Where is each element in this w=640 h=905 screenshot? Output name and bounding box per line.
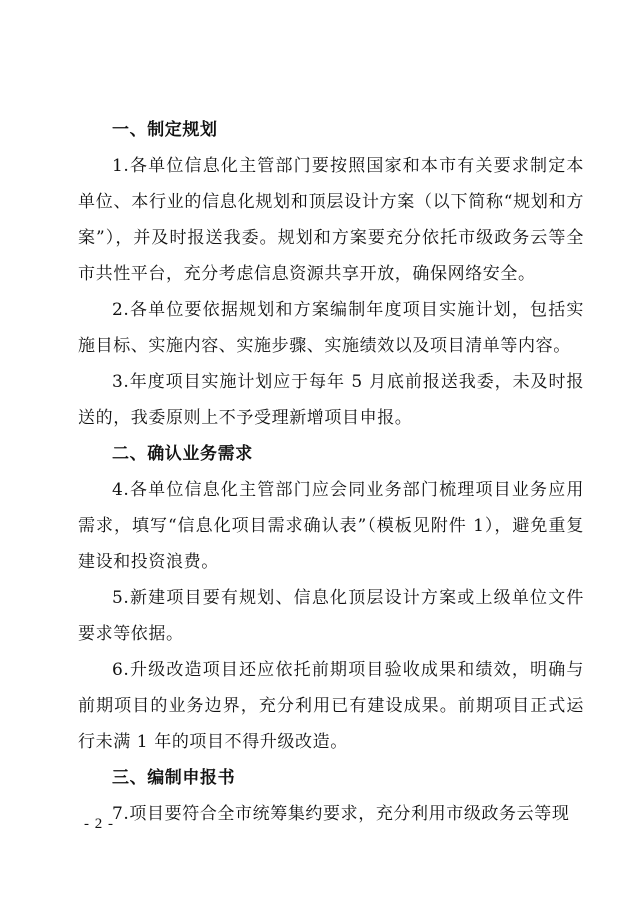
section-heading-requirements: 二、确认业务需求 <box>112 444 253 464</box>
section-heading-plan: 一、制定规划 <box>112 120 218 140</box>
paragraph-7: 7.项目要符合全市统筹集约要求，充分利用市级政务云等现 <box>112 804 570 824</box>
paragraph-3: 3.年度项目实施计划应于每年 5 月底前报送我委，未及时报送的，我委原则上不予受理新增项目申报。 <box>78 372 584 428</box>
paragraph-4: 4.各单位信息化主管部门应会同业务部门梳理项目业务应用需求，填写“信息化项目需求确认表”（模板见附件 1），避免重复建设和投资浪费。 <box>78 480 584 572</box>
page-number: - 2 - <box>84 816 114 832</box>
paragraph-1: 1.各单位信息化主管部门要按照国家和本市有关要求制定本单位、本行业的信息化规划和顶层设计方案（以下简称“规划和方案”），并及时报送我委。规划和方案要充分依托市级政务云等全市共性平台，充分考虑信息资源共享开放，确保网络安全。 <box>78 156 584 284</box>
paragraph-5: 5.新建项目要有规划、信息化顶层设计方案或上级单位文件要求等依据。 <box>78 588 584 644</box>
section-heading-application: 三、编制申报书 <box>112 768 236 788</box>
paragraph-2: 2.各单位要依据规划和方案编制年度项目实施计划，包括实施目标、实施内容、实施步骤、实施绩效以及项目清单等内容。 <box>78 300 584 356</box>
document-body <box>78 112 584 832</box>
paragraph-6: 6.升级改造项目还应依托前期项目验收成果和绩效，明确与前期项目的业务边界，充分利用已有建设成果。前期项目正式运行未满 1 年的项目不得升级改造。 <box>78 660 584 752</box>
